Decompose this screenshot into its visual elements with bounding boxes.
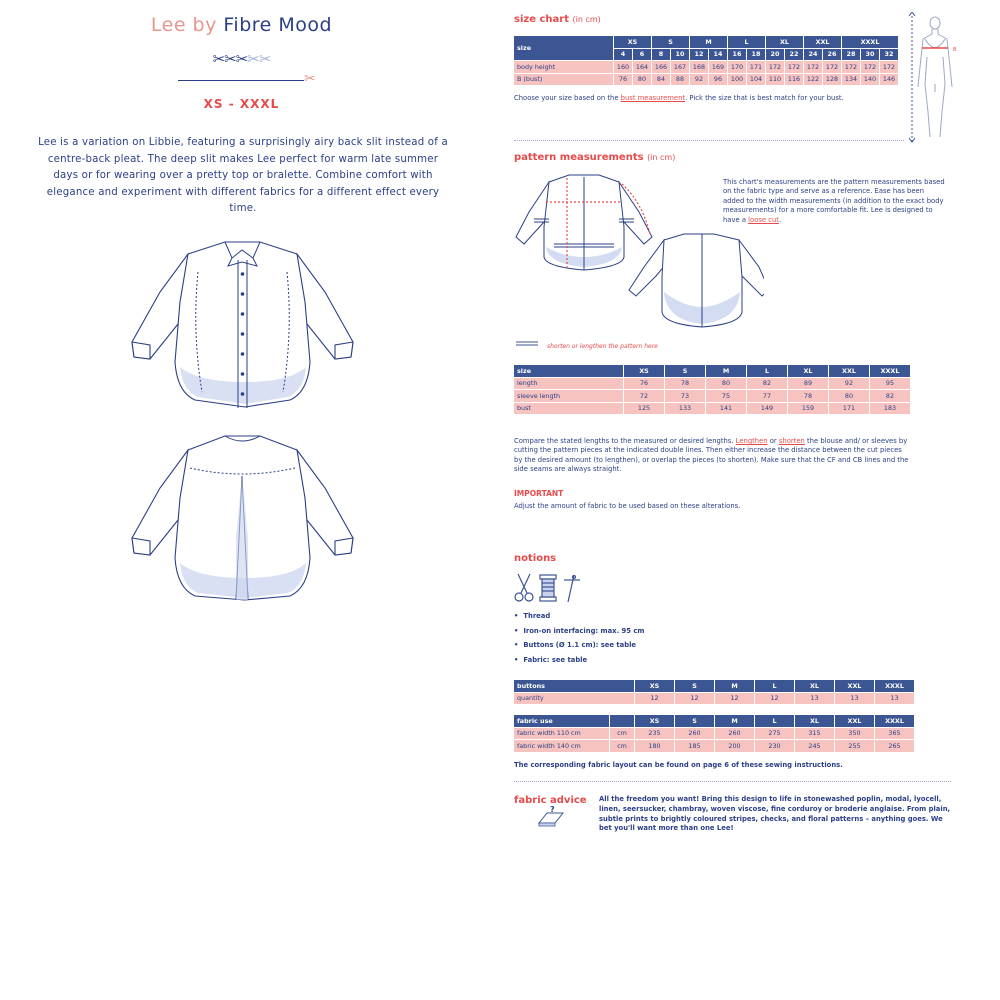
table-header-cell [610, 715, 635, 728]
table-header-cell: XXXL [870, 365, 911, 378]
row-label: body height [514, 61, 614, 74]
table-header-label: buttons [514, 680, 635, 693]
table-cell: 110 [766, 73, 785, 86]
size-number-cell: 30 [861, 48, 880, 61]
fabric-layout-note: The corresponding fabric layout can be found on page 6 of these sewing instructions. [514, 761, 843, 769]
table-cell: 365 [875, 727, 915, 740]
table-row [514, 402, 911, 415]
notions-heading: notions [514, 553, 557, 564]
table-cell: 116 [785, 73, 804, 86]
table-cell: 172 [785, 61, 804, 74]
table-cell: 82 [747, 377, 788, 390]
size-chart-unit: (in cm) [572, 15, 601, 24]
table-cell: 171 [829, 402, 870, 415]
table-cell: 77 [747, 390, 788, 403]
size-chart-title: size chart [514, 14, 569, 25]
fabric-icon [537, 805, 565, 827]
important-heading: IMPORTANT [514, 489, 564, 498]
size-number-cell: 8 [652, 48, 671, 61]
size-chart-heading [514, 14, 601, 25]
table-cell: 78 [665, 377, 706, 390]
table-cell: 84 [652, 73, 671, 86]
table-cell: 80 [633, 73, 652, 86]
thread-spool-icon [540, 575, 556, 601]
table-header-cell: XS [624, 365, 665, 378]
table-header-cell: XS [635, 715, 675, 728]
table-cell: 125 [624, 402, 665, 415]
fabric-use-table [513, 714, 915, 753]
table-row [514, 377, 911, 390]
table-cell: 180 [635, 740, 675, 753]
shirt-back-illustration [120, 428, 365, 608]
table-cell: 89 [788, 377, 829, 390]
table-header-row [514, 715, 915, 728]
table-row [514, 390, 911, 403]
body-figure-illustration [906, 12, 966, 147]
table-header-cell: M [706, 365, 747, 378]
table-cell: 146 [880, 73, 899, 86]
notion-item-thread: • Thread [514, 612, 644, 627]
size-number-cell: 32 [880, 48, 899, 61]
table-cell: 260 [675, 727, 715, 740]
table-header-cell: XXL [835, 680, 875, 693]
table-cell: 183 [870, 402, 911, 415]
table-cell: 167 [671, 61, 690, 74]
table-cell: 170 [728, 61, 747, 74]
table-header-cell: L [755, 680, 795, 693]
pattern-measurements-title: pattern measurements [514, 152, 644, 163]
double-lines-icon [516, 341, 538, 347]
table-cell: 172 [880, 61, 899, 74]
table-cell: 128 [823, 73, 842, 86]
figure-b-label: B [953, 47, 957, 53]
notions-list [514, 612, 644, 670]
size-chart-table [513, 35, 899, 86]
size-number-cell: 14 [709, 48, 728, 61]
table-cell: 104 [747, 73, 766, 86]
table-cell: 245 [795, 740, 835, 753]
table-header-cell: L [755, 715, 795, 728]
table-cell: 166 [652, 61, 671, 74]
intro-text: Lee is a variation on Libbie, featuring a surprisingly airy back slit instead of a centre-back pleat. The deep slit makes Lee perfect for warm late summer days or for wearing over a pretty top or bralette. Combine comfort with elegance and experiment with different fabrics for a different effect every time. [38, 137, 448, 214]
table-cell: 172 [861, 61, 880, 74]
table-cell: 92 [829, 377, 870, 390]
brand-title [0, 14, 483, 36]
table-row [514, 73, 899, 86]
table-header-cell: S [675, 715, 715, 728]
table-cell: 75 [706, 390, 747, 403]
size-group-xl: XL [766, 36, 804, 49]
shorten-link[interactable]: shorten [778, 437, 805, 445]
table-cell: 200 [715, 740, 755, 753]
table-cell: 149 [747, 402, 788, 415]
row-label: length [514, 377, 624, 390]
row-label: quantity [514, 692, 635, 705]
pm-text-p3: the blouse and/ or sleeves by cutting the pattern pieces at the indicated double lines. Then either increase the distance between the cut pieces by the desired amount (to lengthen), or overlap the pieces (to shorten). Make sure that the CF and CB lines and the side seams are always straight. [514, 437, 909, 474]
size-note-pre: Choose your size based on the [514, 94, 621, 102]
size-number-cell: 20 [766, 48, 785, 61]
size-group-xxl: XXL [804, 36, 842, 49]
row-label: bust [514, 402, 624, 415]
table-cell: 72 [624, 390, 665, 403]
size-note-post: . Pick the size that is best match for your bust. [685, 94, 844, 102]
table-cell: 13 [795, 692, 835, 705]
table-cell: 133 [665, 402, 706, 415]
table-cell: 140 [861, 73, 880, 86]
size-number-cell: 12 [690, 48, 709, 61]
size-number-cell: 6 [633, 48, 652, 61]
table-cell: 13 [835, 692, 875, 705]
table-header-row [514, 365, 911, 378]
table-cell: 76 [624, 377, 665, 390]
table-cell: 172 [804, 61, 823, 74]
table-cell: 265 [875, 740, 915, 753]
fabric-advice-heading: fabric advice [514, 795, 587, 806]
table-cell: 172 [766, 61, 785, 74]
buttons-table [513, 679, 915, 705]
row-label: B (bust) [514, 73, 614, 86]
table-cell: 171 [747, 61, 766, 74]
table-cell: 73 [665, 390, 706, 403]
brand-logo-text: Fibre Mood [223, 14, 333, 36]
size-number-cell: 10 [671, 48, 690, 61]
table-cell: 76 [614, 73, 633, 86]
table-cell: 315 [795, 727, 835, 740]
pattern-measurements-unit: (in cm) [647, 153, 676, 162]
table-cell: 95 [870, 377, 911, 390]
fabric-advice-text: All the freedom you want! Bring this design to life in stonewashed poplin, modal, lyocell, linen, seersucker, chambray, woven viscose, fine corduroy or broderie anglaise. From plain, subtle prints to brightly coloured stripes, checks, and floral patterns – anything goes. We bet you'll want more than one Lee! [599, 795, 951, 833]
row-label: fabric width 140 cm [514, 740, 610, 753]
table-row [514, 740, 915, 753]
table-cell: 12 [635, 692, 675, 705]
divider-line [178, 80, 304, 81]
table-header-cell: M [715, 680, 755, 693]
size-group-xxxl: XXXL [842, 36, 899, 49]
table-cell: 12 [715, 692, 755, 705]
table-cell: 122 [804, 73, 823, 86]
table-cell: 96 [709, 73, 728, 86]
size-group-xs: XS [614, 36, 652, 49]
notion-item-buttons: • Buttons (Ø 1.1 cm): see table [514, 641, 644, 656]
table-cell: 350 [835, 727, 875, 740]
table-cell: 134 [842, 73, 861, 86]
notion-item-fabric: • Fabric: see table [514, 656, 644, 671]
table-cell: 82 [870, 390, 911, 403]
svg-text:?: ? [550, 805, 555, 814]
pm-text-p1: Compare the stated lengths to the measured or desired lengths. [514, 437, 736, 445]
alteration-instructions [514, 437, 912, 475]
shirt-front-illustration [120, 232, 365, 417]
important-text: Adjust the amount of fabric to be used based on these alterations. [514, 502, 741, 510]
table-cell: 13 [875, 692, 915, 705]
scissors-icon: ✂ [304, 71, 316, 87]
pattern-measurements-table [513, 364, 911, 415]
size-header-label: size [514, 36, 614, 61]
scissors-icon [515, 574, 533, 601]
size-number-cell: 16 [728, 48, 747, 61]
size-number-cell: 28 [842, 48, 861, 61]
size-number-cell: 4 [614, 48, 633, 61]
table-cell: 160 [614, 61, 633, 74]
pm-text-p2: or [767, 437, 779, 445]
shorten-lengthen-hint: shorten or lengthen the pattern here [547, 343, 658, 350]
notions-icons [514, 572, 584, 604]
table-header-cell: XXXL [875, 715, 915, 728]
table-header-cell: XL [795, 680, 835, 693]
row-label: fabric width 110 cm [514, 727, 610, 740]
table-header-cell: XXL [829, 365, 870, 378]
table-header-cell: XXL [835, 715, 875, 728]
row-label: sleeve length [514, 390, 624, 403]
size-number-cell: 26 [823, 48, 842, 61]
table-cell: 159 [788, 402, 829, 415]
table-cell: 230 [755, 740, 795, 753]
size-number-cell: 22 [785, 48, 804, 61]
pattern-measurements-heading [514, 152, 675, 163]
table-cell: 12 [755, 692, 795, 705]
table-cell: 88 [671, 73, 690, 86]
table-cell: 141 [706, 402, 747, 415]
table-cell: 172 [842, 61, 861, 74]
table-cell: 255 [835, 740, 875, 753]
lengthen-link[interactable]: Lengthen [735, 437, 768, 445]
table-header-label: fabric use [514, 715, 610, 728]
table-cell: 168 [690, 61, 709, 74]
section-divider [514, 140, 904, 141]
size-number-cell: 24 [804, 48, 823, 61]
size-group-m: M [690, 36, 728, 49]
table-row [514, 727, 915, 740]
table-header-cell: XS [635, 680, 675, 693]
table-header-cell: M [715, 715, 755, 728]
table-cell: 169 [709, 61, 728, 74]
needle-icon [564, 575, 580, 602]
table-cell: 275 [755, 727, 795, 740]
table-cell: 78 [788, 390, 829, 403]
table-cell: 80 [829, 390, 870, 403]
table-header-row [514, 680, 915, 693]
table-header-label: size [514, 365, 624, 378]
size-range: XS - XXXL [203, 97, 280, 111]
pm-note-post: . [778, 215, 782, 224]
size-group-s: S [652, 36, 690, 49]
unit-cell: cm [610, 740, 635, 753]
table-row [514, 692, 915, 705]
size-chart-note [514, 94, 914, 103]
table-cell: 172 [823, 61, 842, 74]
loose-cut-link[interactable]: loose cut [748, 215, 779, 224]
table-cell: 185 [675, 740, 715, 753]
table-cell: 92 [690, 73, 709, 86]
unit-cell: cm [610, 727, 635, 740]
table-cell: 80 [706, 377, 747, 390]
size-group-l: L [728, 36, 766, 49]
pattern-measurements-note [723, 178, 945, 225]
bust-measurement-link[interactable]: bust measurement [620, 94, 686, 102]
scissors-decoration: ✂✂✂✂✂ [212, 50, 271, 68]
table-header-cell: XL [795, 715, 835, 728]
table-cell: 100 [728, 73, 747, 86]
table-cell: 12 [675, 692, 715, 705]
table-cell: 164 [633, 61, 652, 74]
brand-name: Lee by [150, 14, 224, 36]
table-header-cell: XXXL [875, 680, 915, 693]
table-cell: 260 [715, 727, 755, 740]
table-header-cell: XL [788, 365, 829, 378]
table-header-cell: S [675, 680, 715, 693]
notion-item-interfacing: • Iron-on interfacing: max. 95 cm [514, 627, 644, 642]
table-header-cell: S [665, 365, 706, 378]
pm-note-pre: This chart's measurements are the pattern measurements based on the fabric type and serve as a reference. Ease has been added to the width measurements (in addition to the exact body measurements) for a more comfortable fit. Lee is designed to have a [723, 178, 945, 224]
section-divider [514, 781, 951, 782]
table-header-cell: L [747, 365, 788, 378]
table-cell: 235 [635, 727, 675, 740]
table-row [514, 61, 899, 74]
size-number-cell: 18 [747, 48, 766, 61]
